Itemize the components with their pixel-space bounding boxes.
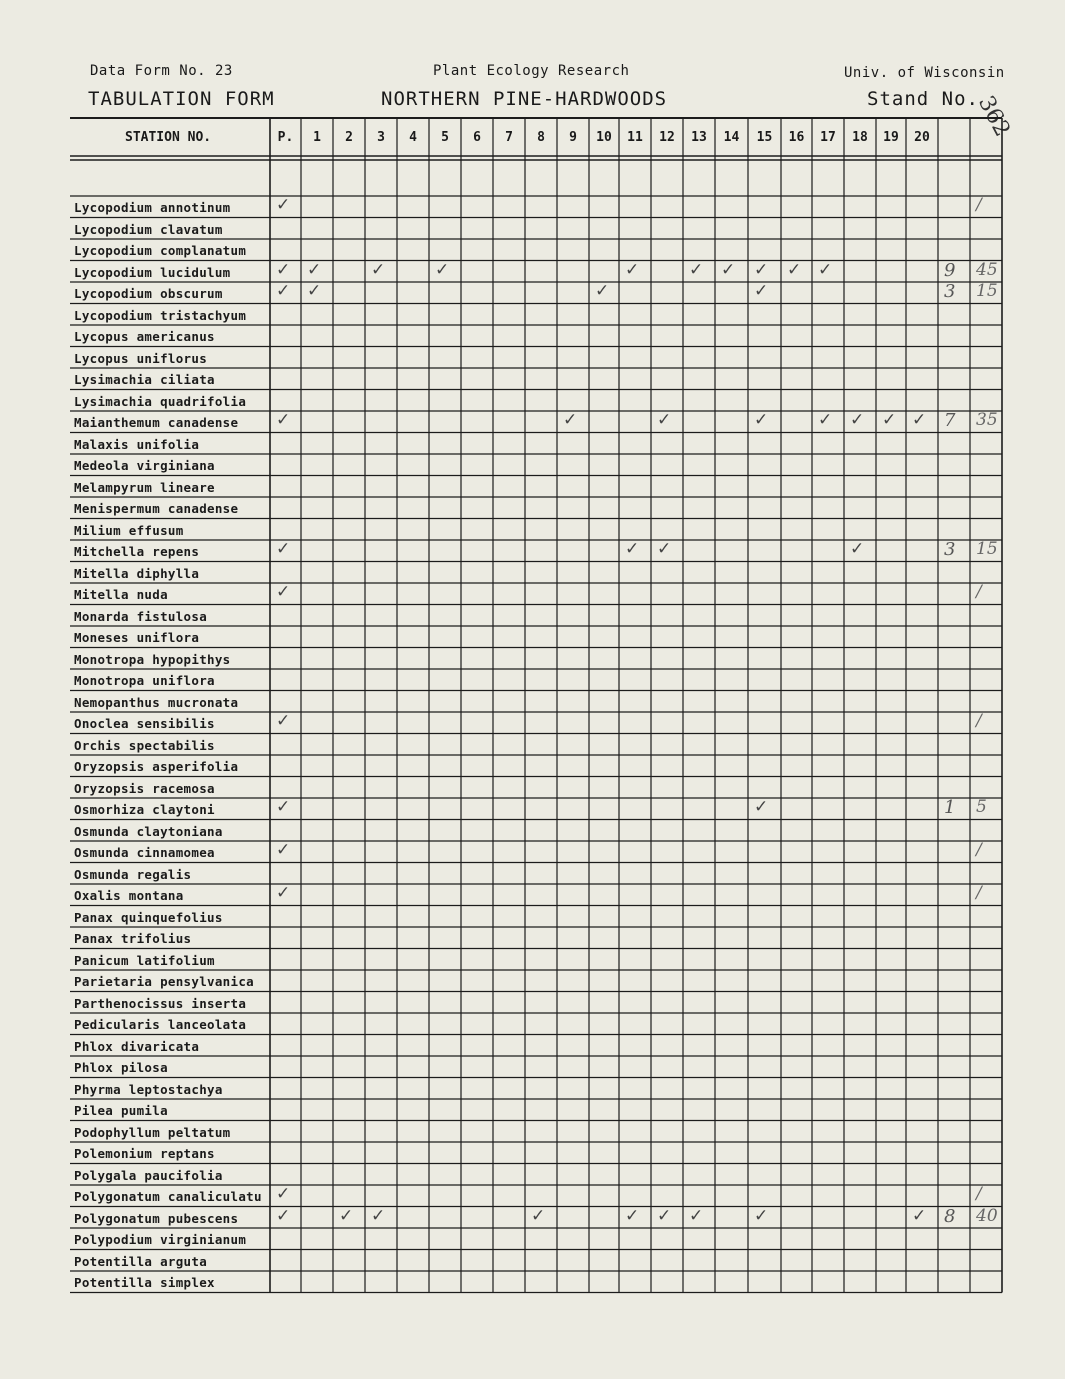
species-label: Potentilla arguta: [74, 1253, 208, 1269]
species-label: Lycopodium complanatum: [74, 243, 247, 258]
column-header: 12: [659, 130, 675, 145]
species-label: Menispermum canadense: [74, 501, 239, 516]
species-label: Medeola virginiana: [74, 458, 215, 473]
species-label: Polypodium virginianum: [74, 1232, 247, 1247]
species-label: Mitella diphylla: [74, 565, 200, 581]
species-label: Milium effusum: [74, 522, 184, 538]
column-header: 13: [691, 130, 707, 145]
column-header: 16: [788, 130, 805, 145]
tally-mark: ✓: [276, 195, 291, 215]
species-label: Polygonatum pubescens: [74, 1210, 239, 1226]
species-label: Osmunda cinnamomea: [74, 845, 215, 860]
tally-mark: ✓: [754, 410, 769, 430]
column-header: 19: [883, 130, 899, 145]
tally-mark: /: [976, 195, 982, 215]
species-label: Orchis spectabilis: [74, 737, 215, 753]
column-header: 15: [756, 130, 773, 145]
tally-mark: 40: [976, 1205, 998, 1226]
species-label: Pedicularis lanceolata: [74, 1017, 247, 1032]
tally-mark: ✓: [531, 1205, 546, 1226]
station-header: STATION NO.: [125, 130, 212, 145]
tally-mark: ✓: [882, 410, 897, 430]
column-header: 8: [537, 130, 545, 145]
tally-mark: ✓: [625, 539, 640, 559]
tally-mark: 8: [944, 1205, 956, 1227]
tally-mark: ✓: [818, 259, 833, 280]
species-label: Osmunda claytoniana: [74, 823, 223, 839]
column-header: 20: [914, 130, 930, 145]
species-label: Podophyllum peltatum: [74, 1124, 231, 1140]
species-label: Oryzopsis racemosa: [74, 780, 215, 796]
species-label: Polygala paucifolia: [74, 1167, 223, 1183]
tally-mark: ✓: [754, 259, 769, 280]
column-header: 1: [313, 130, 321, 145]
tally-mark: ✓: [307, 281, 322, 301]
region-title: NORTHERN PINE-HARDWOODS: [381, 88, 668, 110]
tally-mark: 15: [976, 539, 998, 559]
column-header: 14: [723, 130, 740, 145]
tally-mark: ✓: [754, 797, 769, 817]
tally-mark: ✓: [657, 410, 672, 430]
tally-mark: 5: [976, 797, 987, 817]
species-label: Parietaria pensylvanica: [74, 974, 254, 989]
tally-mark: 35: [976, 410, 998, 430]
species-label: Lycopodium lucidulum: [74, 264, 231, 280]
tally-mark: ✓: [371, 1205, 386, 1226]
column-header: 10: [596, 130, 612, 145]
species-label: Lycopodium obscurum: [74, 286, 223, 301]
tally-mark: ✓: [276, 259, 291, 280]
species-label: Polemonium reptans: [74, 1146, 215, 1161]
university-name: Univ. of Wisconsin: [844, 65, 1005, 81]
tally-mark: ✓: [625, 259, 640, 280]
species-label: Lycopodium tristachyum: [74, 307, 247, 323]
tally-mark: ✓: [276, 281, 291, 301]
tally-mark: /: [976, 840, 982, 860]
tally-mark: ✓: [787, 259, 802, 280]
tally-mark: 3: [944, 281, 956, 302]
species-label: Monotropa hypopithys: [74, 651, 231, 667]
form-number: Data Form No. 23: [90, 63, 233, 79]
tally-mark: ✓: [595, 281, 610, 301]
tally-mark: ✓: [276, 582, 291, 602]
tally-mark: 1: [944, 797, 956, 818]
tally-mark: ✓: [276, 797, 291, 817]
tally-mark: ✓: [276, 840, 291, 860]
column-header: 4: [409, 130, 417, 145]
column-header: 3: [377, 130, 385, 145]
column-header: 18: [852, 130, 868, 145]
column-header: 6: [473, 130, 481, 145]
column-header: P.: [277, 130, 294, 145]
species-label: Malaxis unifolia: [74, 436, 200, 452]
tally-mark: ✓: [276, 410, 291, 430]
tally-mark: 45: [976, 259, 998, 280]
species-label: Lysimachia quadrifolia: [74, 393, 247, 409]
species-label: Onoclea sensibilis: [74, 716, 215, 731]
species-label: Maianthemum canadense: [74, 415, 239, 430]
species-label: Parthenocissus inserta: [74, 995, 247, 1011]
species-label: Polygonatum canaliculatu: [74, 1189, 262, 1204]
tally-mark: ✓: [657, 1205, 672, 1226]
species-label: Panax quinquefolius: [74, 909, 223, 925]
stand-number: 362: [972, 92, 1015, 141]
tally-mark: 9: [944, 259, 956, 281]
tally-mark: ✓: [721, 259, 736, 280]
tally-mark: 7: [944, 410, 956, 431]
column-header: 11: [627, 130, 643, 145]
species-label: Lycopodium clavatum: [74, 221, 223, 237]
column-header: 2: [345, 130, 353, 145]
species-label: Melampyrum lineare: [74, 479, 215, 495]
species-label: Lycopodium annotinum: [74, 200, 231, 215]
tally-mark: ✓: [754, 1205, 769, 1226]
species-label: Oryzopsis asperifolia: [74, 759, 239, 774]
tally-mark: ✓: [689, 259, 704, 280]
species-label: Moneses uniflora: [74, 630, 200, 645]
research-heading: Plant Ecology Research: [433, 63, 630, 79]
tally-mark: 15: [976, 281, 998, 301]
tally-mark: ✓: [276, 883, 291, 903]
tally-mark: ✓: [912, 410, 927, 430]
tally-mark: ✓: [339, 1205, 354, 1226]
species-label: Nemopanthus mucronata: [74, 694, 239, 710]
species-label: Phlox pilosa: [74, 1060, 168, 1075]
column-header: 5: [441, 130, 449, 145]
tally-mark: ✓: [276, 1184, 291, 1204]
tally-mark: ✓: [850, 410, 865, 430]
tally-mark: ✓: [563, 410, 578, 430]
species-label: Mitchella repens: [74, 544, 200, 559]
tally-mark: ✓: [657, 539, 672, 559]
species-label: Panax trifolius: [74, 931, 192, 946]
tally-mark: ✓: [818, 410, 833, 430]
tally-mark: ✓: [625, 1205, 640, 1226]
species-label: Lycopus americanus: [74, 329, 215, 344]
form-title: TABULATION FORM: [88, 88, 275, 110]
tally-mark: ✓: [276, 1205, 291, 1226]
species-label: Monotropa uniflora: [74, 673, 215, 688]
species-label: Phlox divaricata: [74, 1038, 200, 1054]
tally-mark: /: [976, 711, 982, 731]
tally-mark: ✓: [276, 539, 291, 559]
column-header: 9: [569, 130, 577, 145]
species-label: Monarda fistulosa: [74, 608, 208, 624]
tally-mark: ✓: [276, 711, 291, 731]
tally-mark: ✓: [754, 281, 769, 301]
species-label: Osmunda regalis: [74, 866, 192, 882]
species-label: Phyrma leptostachya: [74, 1081, 223, 1097]
tally-mark: 3: [944, 539, 956, 560]
tally-mark: ✓: [689, 1205, 704, 1226]
tally-mark: /: [976, 582, 982, 602]
tally-mark: ✓: [307, 259, 322, 280]
species-label: Pilea pumila: [74, 1103, 168, 1118]
tally-mark: /: [976, 883, 982, 903]
tally-mark: ✓: [371, 259, 386, 280]
species-label: Lysimachia ciliata: [74, 372, 215, 387]
column-header: 7: [505, 130, 513, 145]
species-label: Oxalis montana: [74, 888, 184, 903]
tally-mark: ✓: [435, 259, 450, 280]
species-label: Mitella nuda: [74, 587, 168, 602]
column-header: 17: [820, 130, 836, 145]
tally-mark: ✓: [850, 539, 865, 559]
species-label: Potentilla simplex: [74, 1275, 215, 1290]
stand-label: Stand No.: [867, 88, 979, 110]
species-label: Panicum latifolium: [74, 952, 215, 968]
species-label: Lycopus uniflorus: [74, 350, 208, 366]
tally-mark: ✓: [912, 1205, 927, 1226]
tally-mark: /: [976, 1184, 982, 1204]
species-label: Osmorhiza claytoni: [74, 802, 215, 817]
